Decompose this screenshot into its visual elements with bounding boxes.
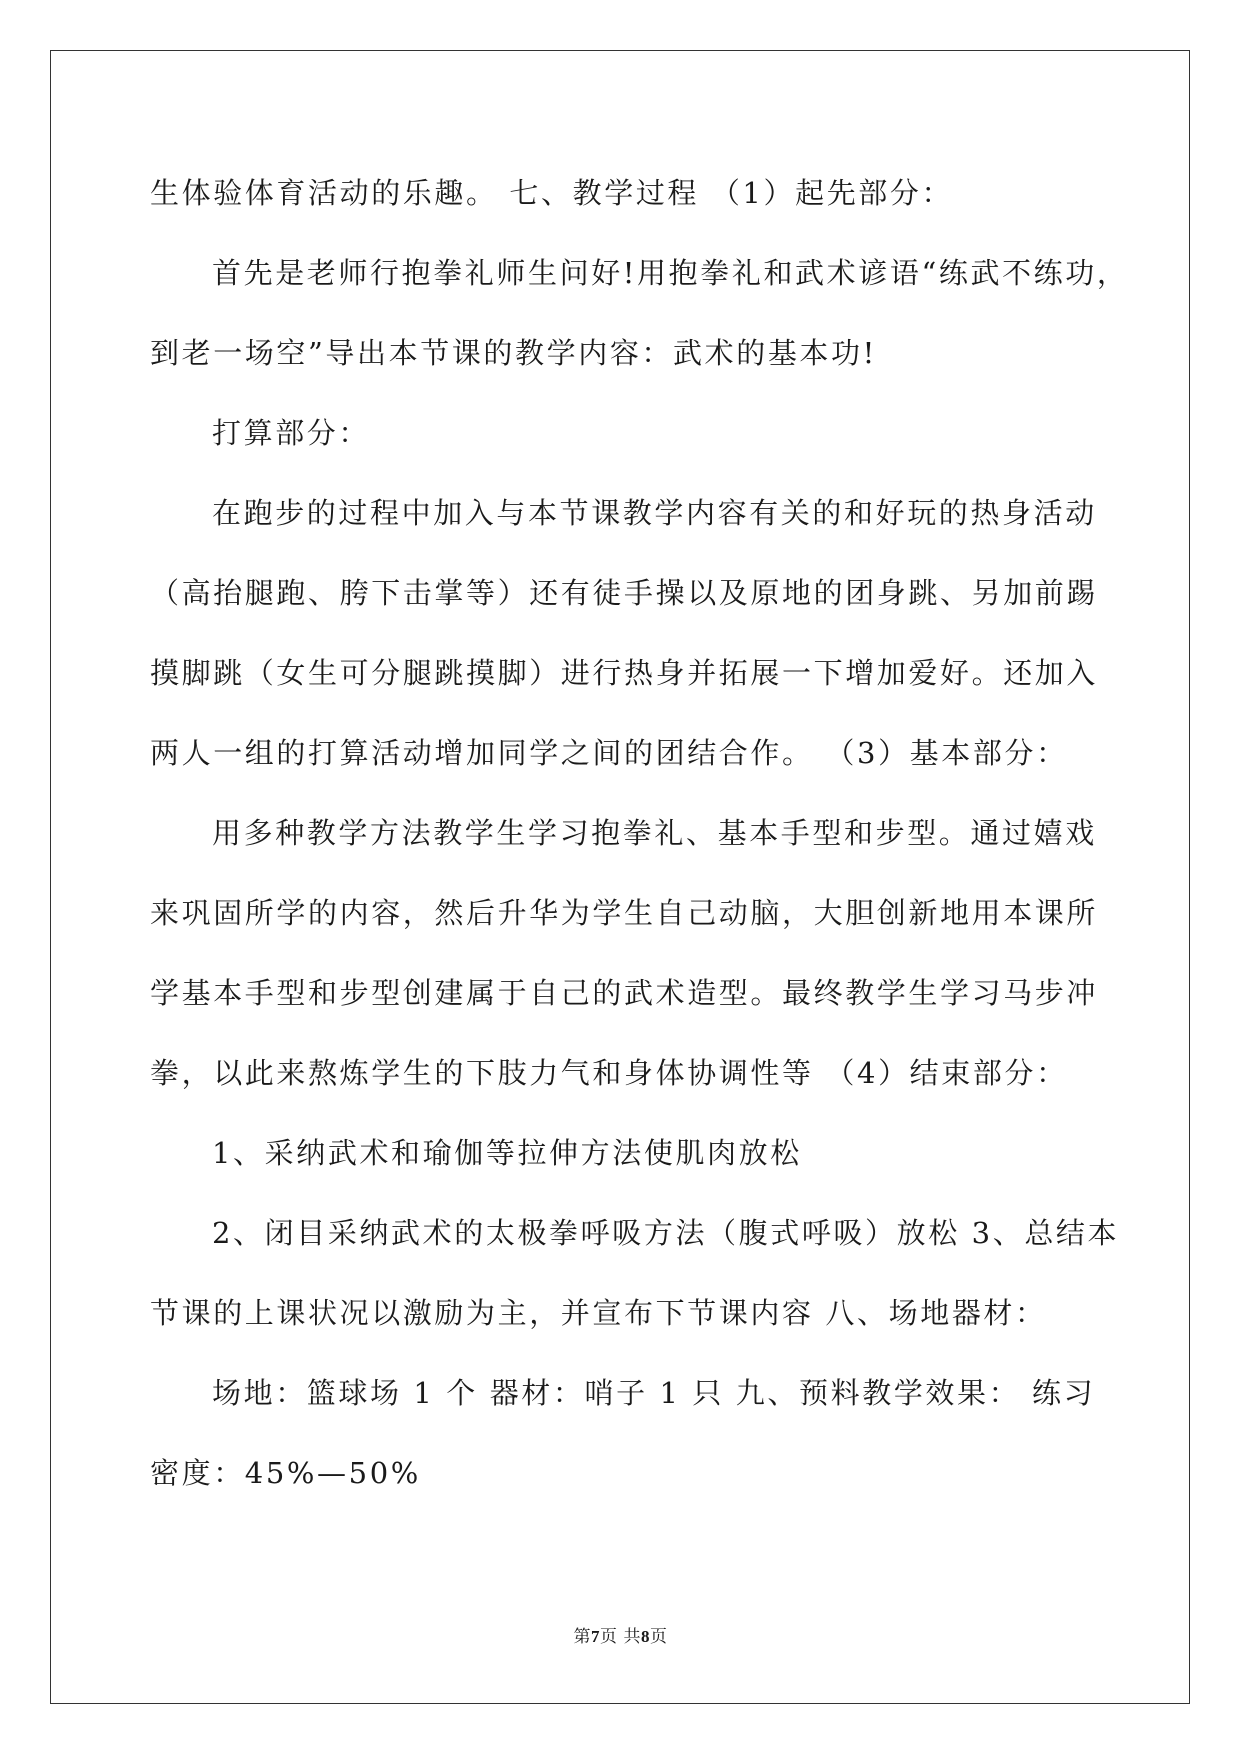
total-page-number: 8 [640,1627,650,1646]
text-line: 来巩固所学的内容，然后升华为学生自己动脑，大胆创新地用本课所 [150,896,1099,930]
current-page-number: 7 [591,1627,601,1646]
text-line: 打算部分： [212,416,371,450]
text-line: 1、采纳武术和瑜伽等拉伸方法使肌肉放松 [212,1136,802,1170]
text-line: 学基本手型和步型创建属于自己的武术造型。最终教学生学习马步冲 [150,976,1099,1010]
text-line: 首先是老师行抱拳礼师生问好!用抱拳礼和武术谚语“练武不练功， [212,256,1129,290]
footer-suffix: 页 [649,1627,668,1647]
text-line: 节课的上课状况以激励为主，并宣布下节课内容 八、场地器材： [150,1296,1047,1330]
page-footer [0,1622,1241,1647]
text-line: 到老一场空”导出本节课的教学内容：武术的基本功! [150,336,877,370]
text-line: 场地：篮球场 1 个 器材：哨子 1 只 九、预料教学效果： 练习 [212,1376,1096,1410]
text-line: （高抬腿跑、胯下击掌等）还有徒手操以及原地的团身跳、另加前踢 [150,576,1099,610]
text-line: 两人一组的打算活动增加同学之间的团结合作。 （3）基本部分： [150,736,1068,770]
text-line: 密度：45%—50% [150,1456,421,1490]
text-line: 在跑步的过程中加入与本节课教学内容有关的和好玩的热身活动 [212,496,1097,530]
text-line: 2、闭目采纳武术的太极拳呼吸方法（腹式呼吸）放松 3、总结本 [212,1216,1120,1250]
text-line: 拳，以此来熬炼学生的下肢力气和身体协调性等 （4）结束部分： [150,1056,1068,1090]
footer-middle: 页 共 [600,1627,641,1647]
text-line: 生体验体育活动的乐趣。 七、教学过程 （1）起先部分： [150,176,954,210]
footer-prefix: 第 [573,1627,592,1647]
text-line: 摸脚跳（女生可分腿跳摸脚）进行热身并拓展一下增加爱好。还加入 [150,656,1099,690]
text-line: 用多种教学方法教学生学习抱拳礼、基本手型和步型。通过嬉戏 [212,816,1097,850]
document-body [150,165,1129,1525]
